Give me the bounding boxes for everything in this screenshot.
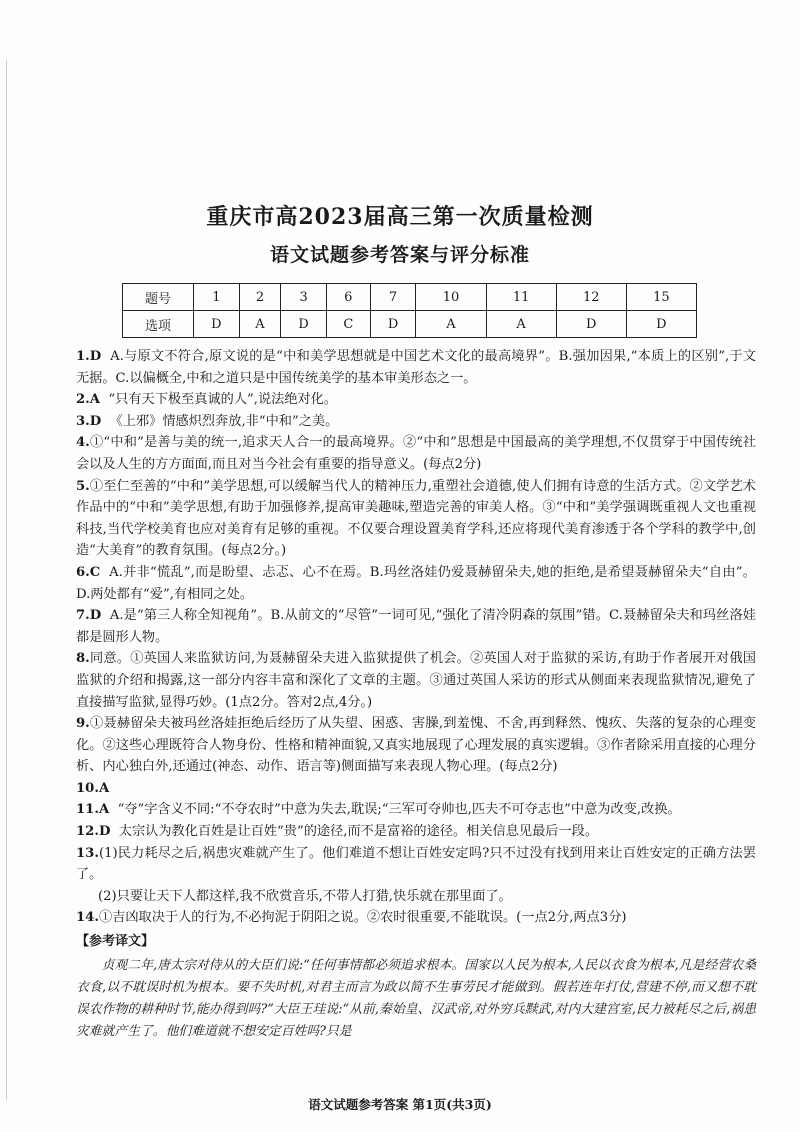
question-number: 2 bbox=[239, 284, 281, 311]
question-number: 11 bbox=[486, 284, 556, 311]
row-label-number: 题号 bbox=[123, 284, 194, 311]
answer-item-5 bbox=[76, 476, 756, 562]
row-label-option: 选项 bbox=[123, 311, 194, 338]
page-title: 重庆市高2023届高三第一次质量检测 bbox=[206, 204, 594, 230]
answer-item-10 bbox=[76, 778, 756, 800]
item-number: 11.A bbox=[76, 802, 110, 818]
item-text: (1)民力耗尽之后,祸患灾难就产生了。他们难道不想让百姓安定吗?只不过没有找到用来让百姓安定的正确方法罢了。 bbox=[76, 845, 756, 883]
item-number: 7.D bbox=[76, 608, 102, 624]
item-number: 4. bbox=[76, 435, 90, 451]
answer-table-row-options bbox=[123, 311, 697, 338]
answer-table-row-numbers bbox=[123, 284, 697, 311]
answer-option: A bbox=[486, 311, 556, 338]
reference-translation-heading: 【参考译文】 bbox=[76, 934, 155, 950]
item-text: (2)只要让天下人都这样,我不欣赏音乐,不带人打猎,快乐就在那里面了。 bbox=[98, 888, 512, 904]
item-text: A.并非“慌乱”,而是盼望、忐忑、心不在焉。B.玛丝洛娃仍爱聂赫留朵夫,她的拒绝,是希望聂赫留朵夫“自由”。D.两处都有“爱”,有相同之处。 bbox=[76, 564, 756, 602]
item-text: ①至仁至善的“中和”美学思想,可以缓解当代人的精神压力,重塑社会道德,使人们拥有诗意的生活方式。②文学艺术作品中的“中和”美学思想,有助于加强修养,提高审美趣味,塑造完善的审美人格。③“中和”美学强调既重视人文也重视科技,当代学校美育也应对美育有足够的重视。不仅要合理设置美育学科,还应将现代美育渗透于各个学科的教学中,创造“大美育”的教育氛围。(每点2分。) bbox=[76, 478, 756, 559]
answer-item-1 bbox=[76, 346, 756, 389]
answer-item-6 bbox=[76, 562, 756, 605]
item-number: 10.A bbox=[76, 780, 110, 796]
answer-table bbox=[122, 283, 697, 338]
item-number: 9. bbox=[76, 716, 90, 732]
answer-item-8 bbox=[76, 648, 756, 713]
answer-item-13 bbox=[76, 843, 756, 886]
answer-option: D bbox=[370, 311, 416, 338]
item-number: 1.D bbox=[76, 349, 102, 364]
item-text: ①“中和”是善与美的统一,追求天人合一的最高境界。②“中和”思想是中国最高的美学理想,不仅贯穿于中国传统社会以及人生的方方面面,而且对当今社会有重要的指导意义。(每点2分) bbox=[76, 435, 756, 472]
item-text: A.是“第三人称全知视角”。B.从前文的“尽管”一词可见,“强化了清冷阴森的氛围”错。C.聂赫留朵夫和玛丝洛娃都是圆形人物。 bbox=[76, 608, 756, 645]
answer-option: C bbox=[326, 311, 370, 338]
item-text: 《上邪》情感炽烈奔放,非“中和”之美。 bbox=[109, 413, 339, 429]
question-number: 1 bbox=[194, 284, 240, 311]
answer-item-7 bbox=[76, 605, 756, 648]
item-number: 2.A bbox=[76, 392, 100, 408]
item-text: A.与原文不符合,原文说的是“中和美学思想就是中国艺术文化的最高境界”。B.强加因果,“本质上的区别”,于文无据。C.以偏概全,中和之道只是中国传统美学的基本审美形态之一。 bbox=[76, 349, 757, 386]
answer-item-14 bbox=[76, 907, 756, 929]
question-number: 15 bbox=[626, 284, 696, 311]
item-text: “只有天下极至真诚的人”,说法绝对化。 bbox=[108, 392, 338, 408]
question-number: 7 bbox=[370, 284, 416, 311]
answer-item-11 bbox=[76, 799, 756, 821]
answer-option: D bbox=[281, 311, 327, 338]
answer-item-3 bbox=[76, 411, 756, 433]
answer-item-12 bbox=[76, 821, 756, 843]
item-text: 同意。①英国人来监狱访问,为聂赫留朵夫进入监狱提供了机会。②英国人对于监狱的采访,有助于作者展开对俄国监狱的介绍和揭露,这一部分内容丰富和深化了文章的主题。③通过英国人采访的形式从侧面来表现监狱情况,避免了直接描写监狱,显得巧妙。(1点2分。答对2点,4分。) bbox=[76, 651, 756, 710]
answer-item-13-part-2 bbox=[76, 886, 756, 908]
answer-option: D bbox=[626, 311, 696, 338]
question-number: 6 bbox=[326, 284, 370, 311]
page-subtitle: 语文试题参考答案与评分标准 bbox=[269, 244, 530, 266]
item-text: ①聂赫留朵夫被玛丝洛娃拒绝后经历了从失望、困惑、害臊,到羞愧、不舍,再到释然、愧疚、失落的复杂的心理变化。②这些心理既符合人物身份、性格和精神面貌,又真实地展现了心理发展的真实逻辑。③作者除采用直接的心理分析、内心独白外,还通过(神态、动作、语言等)侧面描写来表现人物心理。(每点2分) bbox=[76, 716, 756, 775]
item-text: “夺”字含义不同:“不夺农时”中意为失去,耽误;“三军可夺帅也,匹夫不可夺志也”中意为改变,改换。 bbox=[117, 802, 681, 818]
answer-item-4 bbox=[76, 432, 756, 475]
question-number: 10 bbox=[416, 284, 486, 311]
answer-item-9 bbox=[76, 713, 756, 778]
answer-option: A bbox=[239, 311, 281, 338]
item-number: 3.D bbox=[76, 413, 102, 429]
item-number: 14. bbox=[76, 910, 99, 926]
question-number: 12 bbox=[556, 284, 626, 311]
question-number: 3 bbox=[281, 284, 327, 311]
item-number: 13. bbox=[76, 845, 99, 861]
answer-option: A bbox=[416, 311, 486, 338]
answer-explanations bbox=[76, 346, 756, 1043]
item-text: 太宗认为教化百姓是让百姓“贵”的途径,而不是富裕的途径。相关信息见最后一段。 bbox=[118, 824, 599, 840]
item-number: 6.C bbox=[76, 564, 101, 580]
item-text: ①吉凶取决于人的行为,不必拘泥于阴阳之说。②农时很重要,不能耽误。(一点2分,两点3分) bbox=[98, 910, 627, 926]
item-number: 5. bbox=[76, 478, 90, 494]
page-footer: 语文试题参考答案 第1页(共3页) bbox=[308, 1097, 492, 1112]
item-number: 8. bbox=[76, 651, 90, 667]
item-number: 12.D bbox=[76, 824, 111, 840]
answer-item-2 bbox=[76, 389, 756, 411]
answer-option: D bbox=[194, 311, 240, 338]
reference-translation-text: 贞观二年,唐太宗对侍从的大臣们说:“任何事情都必须追求根本。国家以人民为根本,人民以衣食为根本,凡是经营农桑衣食,以不耽误时机为根本。要不失时机,对君主而言为政以简不生事劳民才能做到。假若连年打仗,营建不停,而又想不耽误农作物的耕种时节,能办得到吗?”大臣王珪说:“从前,秦始皇、汉武帝,对外穷兵黩武,对内大建宫室,民力被耗尽之后,祸患灾难就产生了。他们难道就不想安定百姓吗?只是 bbox=[76, 957, 756, 1039]
answer-option: D bbox=[556, 311, 626, 338]
